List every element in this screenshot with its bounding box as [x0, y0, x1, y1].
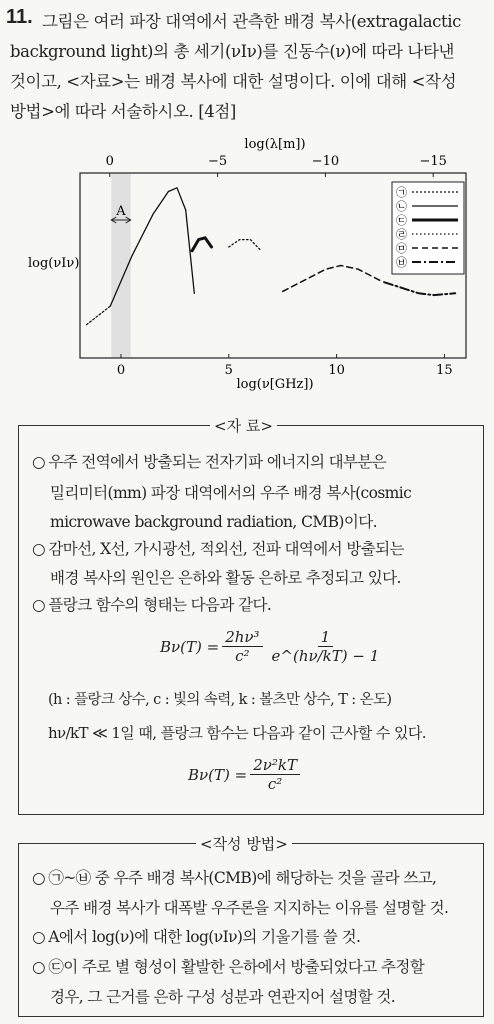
top-axis-label: log(λ[m]): [244, 137, 306, 152]
top-tick-label: −15: [419, 154, 447, 169]
formula2-lhs: Bν(T) =: [188, 766, 248, 785]
legend-mark: ㉤: [396, 242, 407, 255]
top-tick-label: −10: [311, 154, 340, 169]
series-line-3: [192, 238, 211, 251]
bullet: ○: [32, 453, 45, 471]
formula-den-1: c²: [235, 647, 250, 665]
top-tick-label: 0: [105, 154, 114, 169]
material-title: <자 료>: [210, 415, 277, 436]
method-line-1: ○ ㉠~㉥ 중 우주 배경 복사(CMB)에 해당하는 것을 골라 쓰고,: [32, 869, 437, 887]
legend-mark: ㉣: [396, 228, 407, 241]
x-tick-label: 5: [224, 363, 233, 378]
question-number: 11.: [6, 6, 33, 28]
legend-mark: ㉡: [396, 200, 407, 213]
top-tick-label: −5: [207, 154, 228, 169]
formula-lhs: Bν(T) =: [160, 638, 220, 657]
formula2-den: c²: [267, 775, 283, 793]
formula-num-1: 2hν³: [222, 628, 262, 647]
bullet: ○: [32, 869, 45, 887]
approx-formula: [188, 756, 303, 795]
material-line-6: ○ 플랑크 함수의 형태는 다음과 같다.: [32, 596, 272, 614]
series-line-5: [283, 266, 380, 292]
question-line-1: 그림은 여러 파장 대역에서 관측한 배경 복사(extragalactic: [42, 12, 461, 31]
material-line-2: 밀리미터(mm) 파장 대역에서의 우주 배경 복사(cosmic: [50, 484, 412, 502]
method-line-5: 경우, 그 근거를 은하 구성 성분과 연관지어 설명할 것.: [50, 988, 396, 1006]
y-axis-label: log(νIν): [28, 256, 80, 271]
question-line-4: 방법>에 따라 서술하시오. [4점]: [10, 102, 236, 121]
method-line-4: ○ ㉢이 주로 별 형성이 활발한 은하에서 방출되었다고 추정할: [32, 958, 425, 976]
material-line-1: ○ 우주 전역에서 방출되는 전자기파 에너지의 대부분은: [32, 453, 387, 471]
series-line-1: [87, 306, 111, 325]
formula-num-2: 1: [318, 628, 334, 647]
band-a-label: A: [116, 204, 126, 219]
x-axis-label: log(ν[GHz]): [236, 377, 314, 392]
material-line-3: microwave background radiation, CMB)이다.: [50, 513, 377, 531]
material-line-4: ○ 감마선, X선, 가시광선, 적외선, 전파 대역에서 방출되는: [32, 540, 404, 558]
x-tick-label: 15: [436, 363, 453, 378]
series-line-6: [384, 282, 455, 295]
legend-mark: ㉢: [396, 214, 407, 227]
formula-den-2: e^(hν/kT) − 1: [271, 647, 380, 665]
method-line-3: ○ A에서 log(ν)에 대한 log(νIν)의 기울기를 쓸 것.: [32, 928, 361, 946]
bullet: ○: [32, 540, 45, 558]
constants-line: (h : 플랑크 상수, c : 빛의 속력, k : 볼츠만 상수, T : 온도): [48, 692, 392, 708]
planck-formula: [160, 628, 385, 667]
legend-mark: ㉥: [396, 256, 407, 269]
bullet: ○: [32, 596, 45, 614]
question-line-2: background light)의 총 세기(νIν)를 진동수(ν)에 따라 나타낸: [10, 42, 455, 61]
formula2-num: 2ν²kT: [250, 756, 300, 775]
bullet: ○: [32, 928, 45, 946]
x-tick-label: 0: [116, 363, 126, 378]
emission-chart: [0, 130, 494, 395]
method-title: <작성 방법>: [196, 833, 292, 854]
approx-line: hν/kT ≪ 1일 때, 플랑크 함수는 다음과 같이 근사할 수 있다.: [48, 724, 426, 742]
bullet: ○: [32, 958, 45, 976]
method-line-2: 우주 배경 복사가 대폭발 우주론을 지지하는 이유를 설명할 것.: [50, 899, 449, 917]
series-line-4: [229, 240, 261, 251]
legend-mark: ㉠: [396, 186, 407, 199]
x-tick-label: 10: [328, 363, 345, 378]
question-line-3: 것이고, <자료>는 배경 복사에 대한 설명이다. 이에 대해 <작성: [10, 72, 457, 91]
material-line-5: 배경 복사의 원인은 은하와 활동 은하로 추정되고 있다.: [50, 569, 401, 587]
